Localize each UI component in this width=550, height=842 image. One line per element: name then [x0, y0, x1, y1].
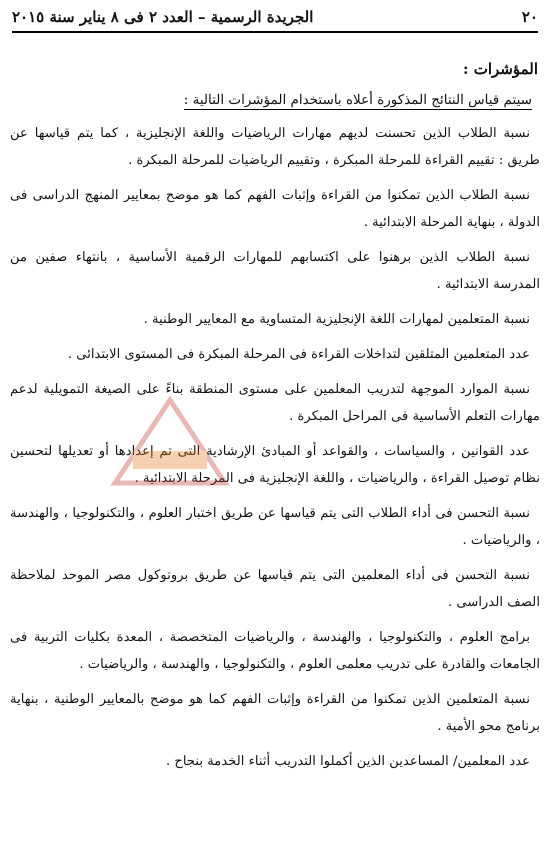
indicator-paragraph: نسبة التحسن فى أداء المعلمين التى يتم قياسها عن طريق بروتوكول مصر الموحد لملاحظة الصف الدراسى . [10, 568, 540, 610]
indicator-paragraph: نسبة المتعلمين الذين تمكنوا من القراءة وإثبات الفهم كما هو موضح بالمعايير الوطنية ، بنهاية برنامج محو الأمية . [10, 692, 540, 734]
section-title: المؤشرات : [462, 60, 538, 78]
indicator-paragraph: نسبة الموارد الموجهة لتدريب المعلمين على مستوى المنطقة بناءً على الصيغة التمويلية لدعم مهارات التعلم الأساسية فى المراحل المبكرة . [10, 382, 540, 424]
watermark-band [133, 451, 207, 469]
indicator-paragraph: نسبة الطلاب الذين برهنوا على اكتسابهم للمهارات الرقمية الأساسية ، بانتهاء صفين من المدرسة الابتدائية . [10, 250, 540, 292]
gazette-title: الجريدة الرسمية – العدد ٢ فى ٨ يناير سنة ٢٠١٥ [12, 8, 314, 26]
indicator-paragraph: نسبة الطلاب الذين تمكنوا من القراءة وإثبات الفهم كما هو موضح بمعايير المنهج الدراسى فى الدولة ، بنهاية المرحلة الابتدائية . [10, 188, 540, 230]
indicator-paragraph: عدد المتعلمين المتلقين لتداخلات القراءة فى المرحلة المبكرة فى المستوى الابتدائى . [67, 347, 530, 362]
indicator-paragraph: نسبة الطلاب الذين تحسنت لديهم مهارات الرياضيات واللغة الإنجليزية ، كما يتم قياسها عن طريق : تقييم القراءة للمرحلة المبكرة ، وتقييم الرياضيات للمرحلة المبكرة . [10, 126, 540, 168]
indicator-paragraph: عدد المعلمين/ المساعدين الذين أكملوا التدريب أثناء الخدمة بنجاح . [165, 754, 530, 769]
header-divider [12, 31, 538, 33]
watermark-triangle [115, 400, 225, 483]
indicator-paragraph: نسبة التحسن فى أداء الطلاب التى يتم قياسها عن طريق اختبار العلوم ، والتكنولوجيا ، والهندسة ، والرياضيات . [10, 506, 540, 548]
indicator-paragraph: نسبة المتعلمين لمهارات اللغة الإنجليزية المتساوية مع المعايير الوطنية . [143, 312, 530, 327]
indicator-paragraph: برامج العلوم ، والتكنولوجيا ، والهندسة ، والرياضيات المتخصصة ، المعدة بكليات التربية فى الجامعات والقادرة على تدريب معلمى العلوم ، والتكنولوجيا ، والهندسة ، والرياضيات . [10, 630, 540, 672]
page-header [12, 4, 538, 30]
indicators-list [10, 120, 540, 783]
section-intro: سيتم قياس النتائج المذكورة أعلاه باستخدام المؤشرات التالية : [183, 92, 532, 108]
page-number: ٢٠ [521, 8, 538, 26]
indicator-paragraph: عدد القوانين ، والسياسات ، والقواعد أو المبادئ الإرشادية التى تم إعدادها أو تعديلها لتحسين نظام توصيل القراءة ، والرياضيات ، واللغة الإنجليزية فى المرحلة الابتدائية . [10, 444, 540, 486]
watermark-logo [105, 395, 235, 490]
